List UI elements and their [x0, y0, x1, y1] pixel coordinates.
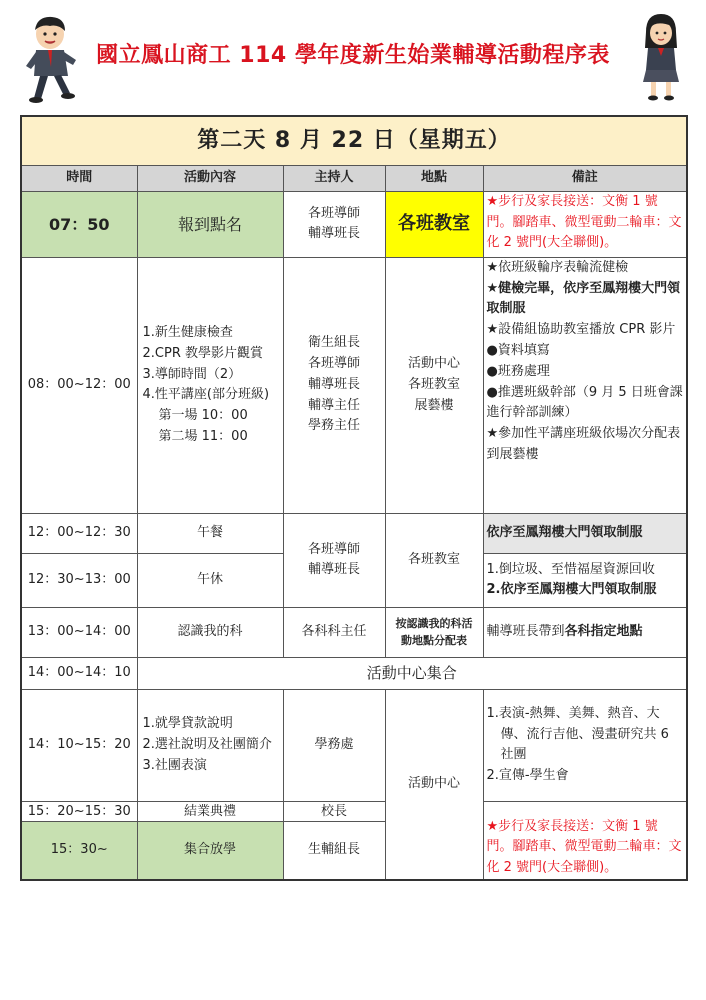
- activity-line: 2.CPR 教學影片觀賞: [142, 345, 263, 361]
- place-cell: 各班教室: [385, 513, 483, 607]
- activity-cell: 認識我的科: [137, 607, 283, 657]
- activity-line: 3.導師時間（2）: [142, 366, 242, 382]
- note-line: ★參加性平講座班級依場次分配表到展藝樓: [486, 426, 681, 462]
- note-line: ★依班級輪序表輪流健檢: [486, 259, 629, 275]
- time-cell: 12：00~12：30: [21, 513, 137, 553]
- host-cell: [283, 513, 385, 607]
- notes-cell: [483, 689, 687, 801]
- note-text: 輔導班長帶到: [486, 623, 565, 639]
- column-header-row: [21, 166, 687, 192]
- day-header: 第二天 8 月 22 日（星期五）: [21, 116, 687, 166]
- activity-cell: 集合放學: [137, 822, 283, 880]
- time-cell: 07：50: [21, 191, 137, 257]
- host-cell: [283, 257, 385, 513]
- host-cell: 各科科主任: [283, 607, 385, 657]
- host-line: 學務主任: [307, 418, 360, 434]
- note-text-bold: 各科指定地點: [564, 623, 643, 639]
- note-line: ●資料填寫: [486, 342, 550, 358]
- table-row: [21, 607, 687, 657]
- notes-cell: ★步行及家長接送：文衡 1 號門。腳踏車、微型電動二輪車：文化 2 號門(大全聯側)。: [483, 191, 687, 257]
- notes-cell: [483, 257, 687, 513]
- table-row: [21, 191, 687, 257]
- note-line: 1.表演-熱舞、美舞、熱音、大傳、流行吉他、漫畫研究共 6 社團: [486, 705, 669, 763]
- place-line: 各班教室: [407, 376, 460, 392]
- girl-student-illustration: [636, 10, 686, 102]
- activity-line: 1.新生健康檢查: [142, 324, 233, 340]
- place-line: 動地點分配表: [401, 634, 467, 648]
- note-line: ★設備組協助教室播放 CPR 影片: [486, 322, 676, 338]
- col-header-time: 時間: [21, 166, 137, 192]
- place-cell: [385, 607, 483, 657]
- place-cell: 各班教室: [385, 191, 483, 257]
- activity-line: 第一場 10：00: [158, 408, 248, 424]
- time-cell: 15：30~: [21, 822, 137, 880]
- activity-line: 3.社團表演: [142, 757, 207, 773]
- host-cell: 校長: [283, 801, 385, 822]
- notes-cell: [483, 553, 687, 607]
- time-cell: 14：10~15：20: [21, 689, 137, 801]
- page-title: 國立鳳山商工 114 學年度新生始業輔導活動程序表: [96, 43, 610, 68]
- col-header-notes: 備註: [483, 166, 687, 192]
- note-line: 2.宣傳-學生會: [486, 768, 569, 784]
- col-header-activity: 活動內容: [137, 166, 283, 192]
- table-row: [21, 657, 687, 689]
- activity-line: 2.選社說明及社團簡介: [142, 736, 272, 752]
- activity-cell: 結業典禮: [137, 801, 283, 822]
- host-cell: 生輔組長: [283, 822, 385, 880]
- time-cell: 08：00~12：00: [21, 257, 137, 513]
- note-line: 1.倒垃圾、至惜福屋資源回收: [486, 561, 655, 577]
- activity-cell: 報到點名: [137, 191, 283, 257]
- notes-cell: ★步行及家長接送：文衡 1 號門。腳踏車、微型電動二輪車：文化 2 號門(大全聯側)。: [483, 801, 687, 880]
- host-cell: 學務處: [283, 689, 385, 801]
- place-line: 按認識我的科活: [395, 616, 473, 630]
- time-cell: 13：00~14：00: [21, 607, 137, 657]
- host-cell: [283, 191, 385, 257]
- place-line: 活動中心: [407, 356, 460, 372]
- host-line: 各班導師: [307, 205, 360, 221]
- time-cell: 12：30~13：00: [21, 553, 137, 607]
- note-line: ●推選班級幹部（9 月 5 日班會課進行幹部訓練）: [486, 384, 683, 421]
- activity-cell: 午餐: [137, 513, 283, 553]
- host-line: 輔導班長: [307, 376, 360, 392]
- place-line: 展藝樓: [414, 397, 454, 413]
- table-row: [21, 513, 687, 553]
- place-cell: 活動中心: [385, 689, 483, 880]
- host-line: 衛生組長: [307, 335, 360, 351]
- notes-cell: [483, 607, 687, 657]
- schedule-table: [20, 115, 688, 881]
- activity-cell: [137, 689, 283, 801]
- time-cell: 14：00~14：10: [21, 657, 137, 689]
- host-line: 輔導班長: [307, 562, 360, 578]
- host-line: 各班導師: [307, 541, 360, 557]
- activity-cell: 午休: [137, 553, 283, 607]
- activity-line: 4.性平講座(部分班級): [142, 387, 270, 403]
- notes-cell: 依序至鳳翔樓大門領取制服: [483, 513, 687, 553]
- col-header-host: 主持人: [283, 166, 385, 192]
- activity-cell: 活動中心集合: [137, 657, 687, 689]
- activity-cell: [137, 257, 283, 513]
- host-line: 輔導主任: [307, 397, 360, 413]
- note-line: ●班務處理: [486, 363, 550, 379]
- note-line: 2.依序至鳳翔樓大門領取制服: [486, 582, 657, 598]
- activity-line: 第二場 11：00: [158, 428, 248, 444]
- place-cell: [385, 257, 483, 513]
- col-header-place: 地點: [385, 166, 483, 192]
- day-header-row: [21, 116, 687, 166]
- host-line: 各班導師: [307, 356, 360, 372]
- time-cell: 15：20~15：30: [21, 801, 137, 822]
- note-line: ★健檢完畢，依序至鳳翔樓大門領取制服: [486, 280, 681, 317]
- host-line: 輔導班長: [307, 226, 360, 242]
- table-row: [21, 801, 687, 822]
- activity-line: 1.就學貸款說明: [142, 716, 233, 732]
- table-row: [21, 257, 687, 513]
- table-row: [21, 689, 687, 801]
